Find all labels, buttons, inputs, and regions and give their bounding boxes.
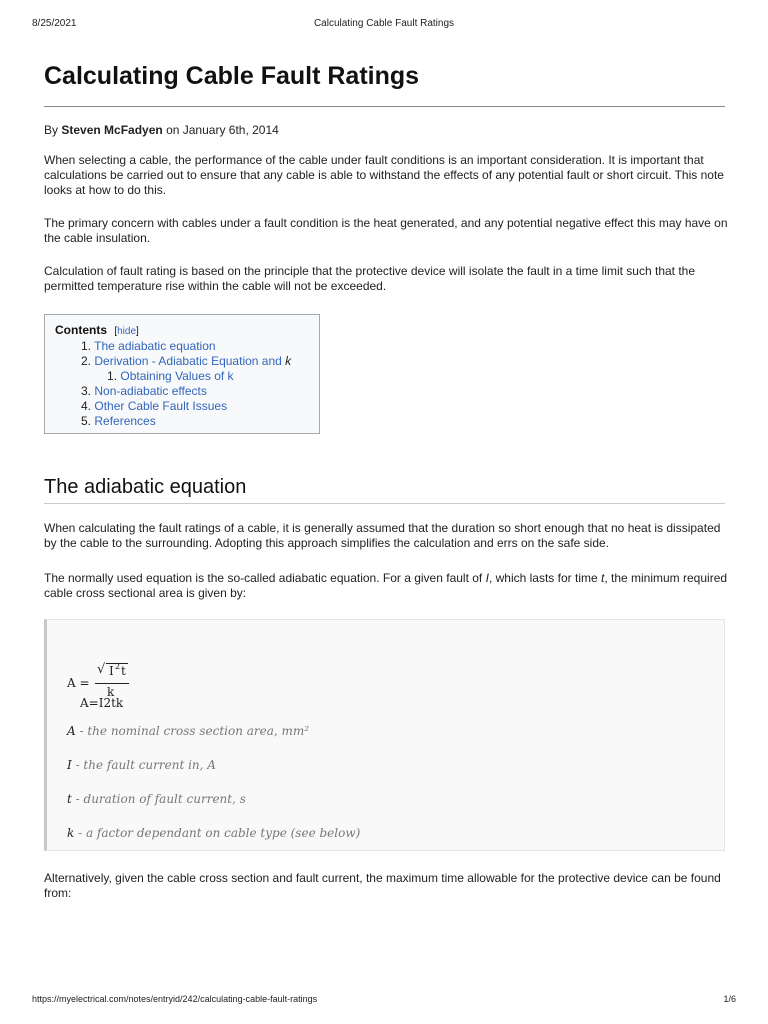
toc-item-number: 3.	[81, 384, 92, 398]
variable-k	[67, 826, 360, 840]
section-paragraph-1: When calculating the fault ratings of a cable, it is generally assumed that the duration so short enough that no heat is dissipated by the cable to the surrounding. Adopting this approach simplifies the calculation and errs on the safe side.	[44, 521, 721, 550]
print-page-title: Calculating Cable Fault Ratings	[313, 18, 455, 29]
section-paragraph-2	[44, 571, 730, 601]
toc-heading	[55, 323, 309, 339]
toc-item-other-issues[interactable]	[55, 399, 309, 414]
equation-box	[44, 619, 725, 851]
numerator-t: t	[121, 664, 126, 678]
toc-item-link[interactable]: The adiabatic equation	[94, 339, 216, 353]
variable-a	[67, 724, 309, 738]
intro-paragraph-1: When selecting a cable, the performance of the cable under fault conditions is an important consideration. It is important that calculations be carried out to ensure that any cable is able to withstand the effects of any potential fault or short circuit. This note looks at how to do this.	[44, 153, 724, 197]
intro-paragraph-2: The primary concern with cables under a fault condition is the heat generated, and any potential negative effect this may have on the cable insulation.	[44, 216, 728, 245]
denominator-k: k	[107, 685, 115, 699]
variable-description: - the fault current in, A	[71, 758, 216, 772]
toc-item-derivation[interactable]	[55, 354, 309, 369]
section-heading-adiabatic: The adiabatic equation	[44, 476, 247, 498]
toc-item-suffix: k	[285, 354, 292, 368]
print-date: 8/25/2021	[32, 18, 77, 29]
section-divider	[44, 503, 725, 504]
toc-subitem-obtaining-k[interactable]	[55, 369, 309, 384]
print-page-number: 1/6	[723, 994, 736, 1004]
p2-text-a: The normally used equation is the so-called adiabatic equation. For a given fault of	[44, 571, 486, 585]
variable-symbol: k	[67, 826, 75, 840]
byline-prefix: By	[44, 123, 59, 137]
toc-hide-toggle[interactable]: [hide]	[114, 326, 139, 337]
sqrt-symbol: √	[97, 662, 106, 677]
toc-item-number: 4.	[81, 399, 92, 413]
p2-var-i: I	[485, 571, 489, 585]
toc-item-link[interactable]: Other Cable Fault Issues	[94, 399, 228, 413]
toc-item-link[interactable]: Non-adiabatic effects	[94, 384, 207, 398]
p2-text-b: , which lasts for time	[488, 571, 601, 585]
numerator-sup: 2	[115, 662, 121, 671]
toc-item-number: 1.	[81, 339, 92, 353]
toc-item-link[interactable]	[94, 354, 291, 368]
fraction-bar	[95, 683, 129, 684]
byline-date: on January 6th, 2014	[166, 123, 279, 137]
byline-author[interactable]: Steven McFadyen	[61, 123, 163, 137]
equation-lhs: A =	[67, 676, 90, 690]
p2-var-t: t	[600, 571, 605, 585]
intro-paragraph-3: Calculation of fault rating is based on the principle that the protective device will isolate the fault in a time limit such that the permitted temperature rise within the cable will not be exceeded.	[44, 264, 696, 293]
variable-i	[67, 758, 216, 772]
toc-item-link[interactable]: References	[94, 414, 156, 428]
toc-item-number: 2.	[81, 354, 92, 368]
toc-item-number: 1.	[107, 369, 118, 383]
equation-inline: A=I2tk	[80, 696, 124, 710]
variable-description: - a factor dependant on cable type (see below)	[74, 826, 361, 840]
variable-symbol: I	[67, 758, 72, 772]
toc-item-number: 5.	[81, 414, 92, 428]
numerator-i: I	[109, 664, 114, 678]
byline	[44, 123, 730, 138]
print-footer-url: https://myelectrical.com/notes/entryid/242/calculating-cable-fault-ratings	[32, 994, 318, 1004]
variable-symbol: t	[67, 792, 72, 806]
toc-item-non-adiabatic[interactable]	[55, 384, 309, 399]
section-paragraph-3: Alternatively, given the cable cross section and fault current, the maximum time allowable for the protective device can be found from:	[44, 871, 721, 900]
toc-item-link[interactable]: Obtaining Values of k	[120, 369, 234, 383]
toc-heading-label: Contents	[55, 323, 107, 337]
variable-description: - the nominal cross section area, mm²	[75, 724, 310, 738]
table-of-contents	[44, 314, 320, 434]
title-divider	[44, 106, 725, 107]
toc-hide-link[interactable]: hide	[117, 326, 137, 337]
variable-symbol: A	[67, 724, 76, 738]
variable-t	[67, 792, 246, 806]
toc-item-references[interactable]	[55, 414, 309, 429]
article-title: Calculating Cable Fault Ratings	[44, 62, 420, 90]
toc-item-adiabatic-equation[interactable]	[55, 339, 309, 354]
p2-text-c: , the minimum required cable cross sectional area is given by:	[44, 571, 728, 600]
variable-description: - duration of fault current, s	[71, 792, 246, 806]
toc-item-label: Derivation - Adiabatic Equation and	[94, 354, 282, 368]
